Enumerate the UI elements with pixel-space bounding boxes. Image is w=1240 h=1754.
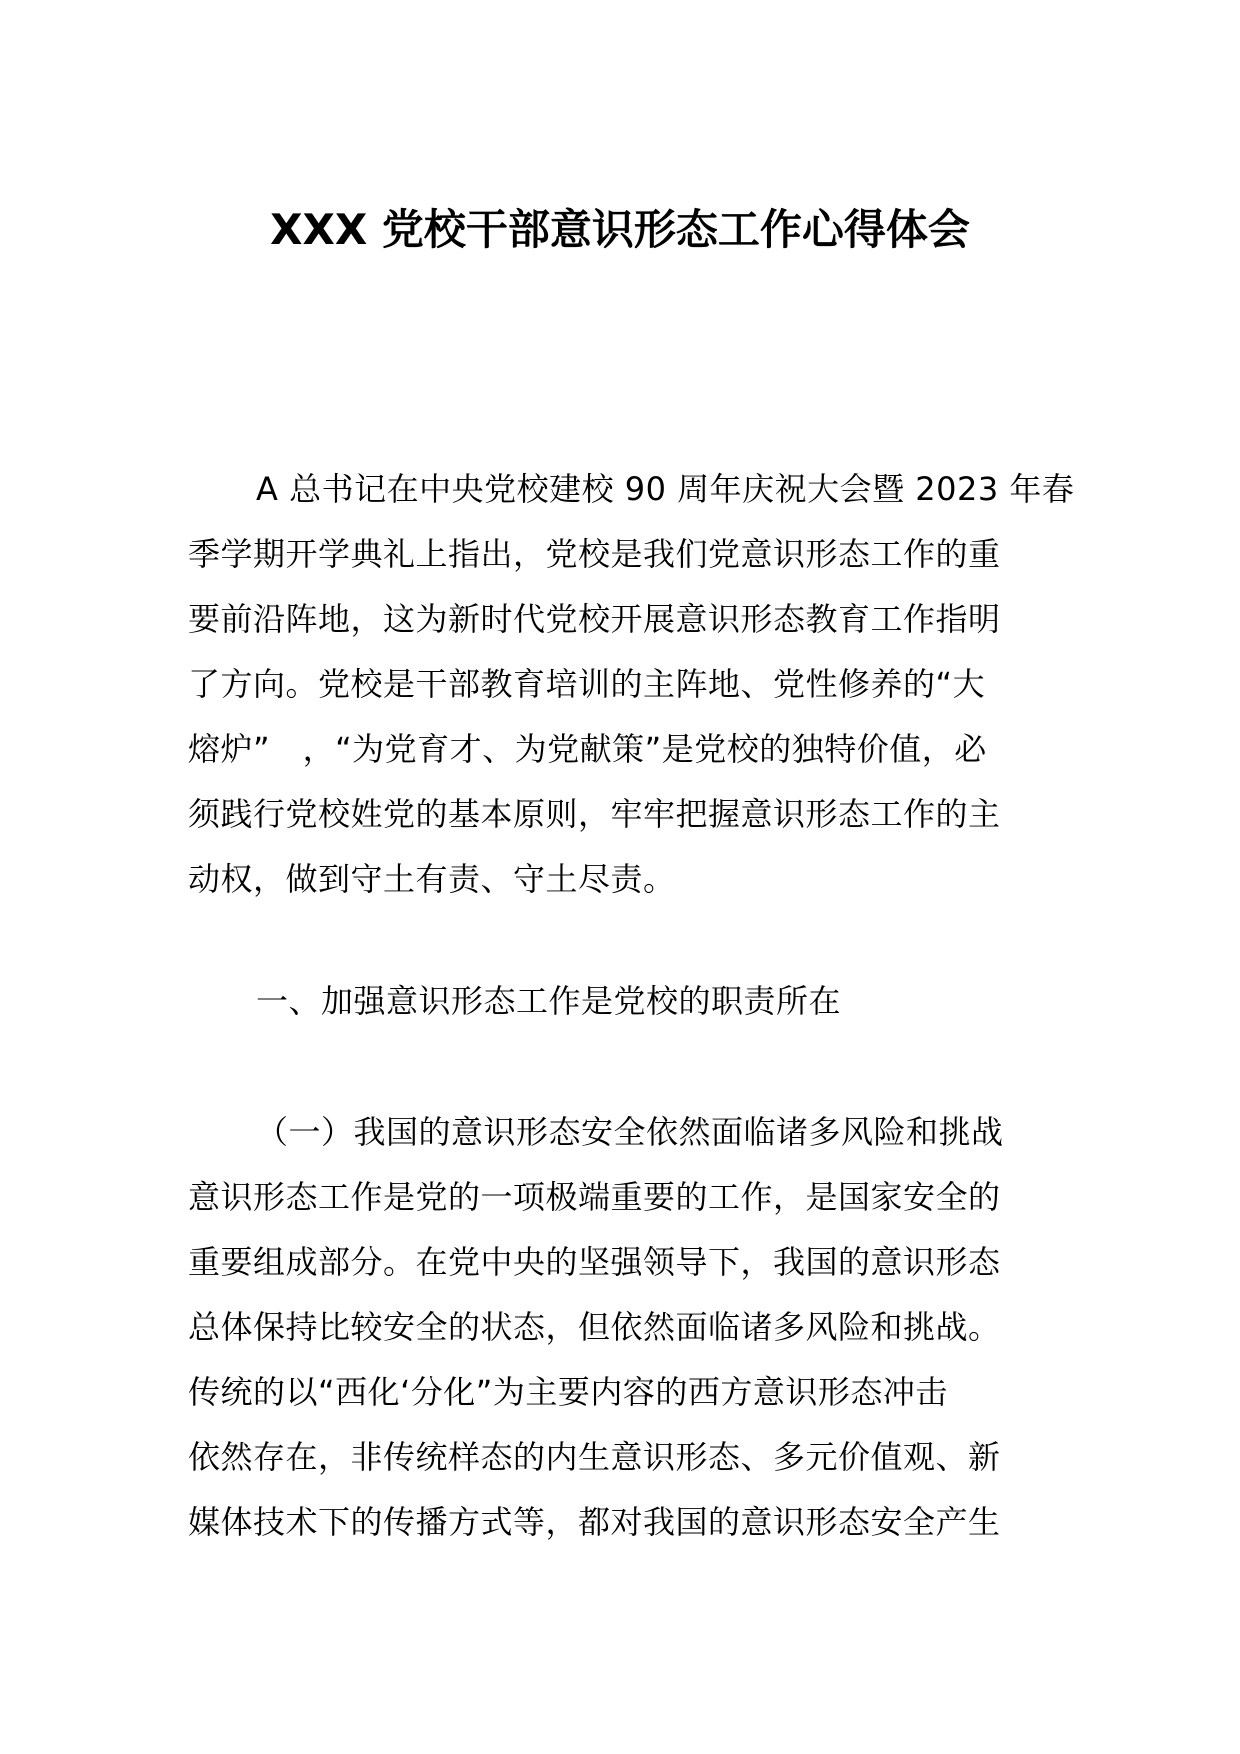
paragraph-line: 传统的以“西化‘分化”为主要内容的西方意识形态冲击 xyxy=(188,1373,948,1411)
paragraph-line: 重要组成部分。在党中央的坚强领导下，我国的意识形态 xyxy=(188,1243,1001,1281)
paragraph-line: 季学期开学典礼上指出，党校是我们党意识形态工作的重 xyxy=(188,535,1001,573)
paragraph-line: 熔炉” ，“为党育才、为党献策”是党校的独特价值，必 xyxy=(188,730,987,768)
paragraph-line: （一）我国的意识形态安全依然面临诸多风险和挑战 xyxy=(256,1113,1004,1151)
paragraph-line: 意识形态工作是党的一项极端重要的工作，是国家安全的 xyxy=(188,1178,1001,1216)
paragraph-line: 媒体技术下的传播方式等，都对我国的意识形态安全产生 xyxy=(188,1503,1001,1541)
paragraph-line: 依然存在，非传统样态的内生意识形态、多元价值观、新 xyxy=(188,1438,1001,1476)
paragraph-line: 须践行党校姓党的基本原则，牢牢把握意识形态工作的主 xyxy=(188,795,1001,833)
document-title: XXX 党校干部意识形态工作心得体会 xyxy=(270,205,970,254)
section-paragraph xyxy=(188,1100,1058,1555)
section-heading xyxy=(188,969,1058,1034)
intro-paragraph xyxy=(188,457,1075,912)
paragraph-line: 了方向。党校是干部教育培训的主阵地、党性修养的“大 xyxy=(188,665,986,703)
paragraph-line: 要前沿阵地，这为新时代党校开展意识形态教育工作指明 xyxy=(188,600,1001,638)
paragraph-line: 动权，做到守土有责、守土尽责。 xyxy=(188,860,676,898)
section-heading-text: 一、加强意识形态工作是党校的职责所在 xyxy=(256,982,842,1020)
paragraph-line: A 总书记在中央党校建校 90 周年庆祝大会暨 2023 年春 xyxy=(256,470,1075,508)
paragraph-line: 总体保持比较安全的状态，但依然面临诸多风险和挑战。 xyxy=(188,1308,1001,1346)
